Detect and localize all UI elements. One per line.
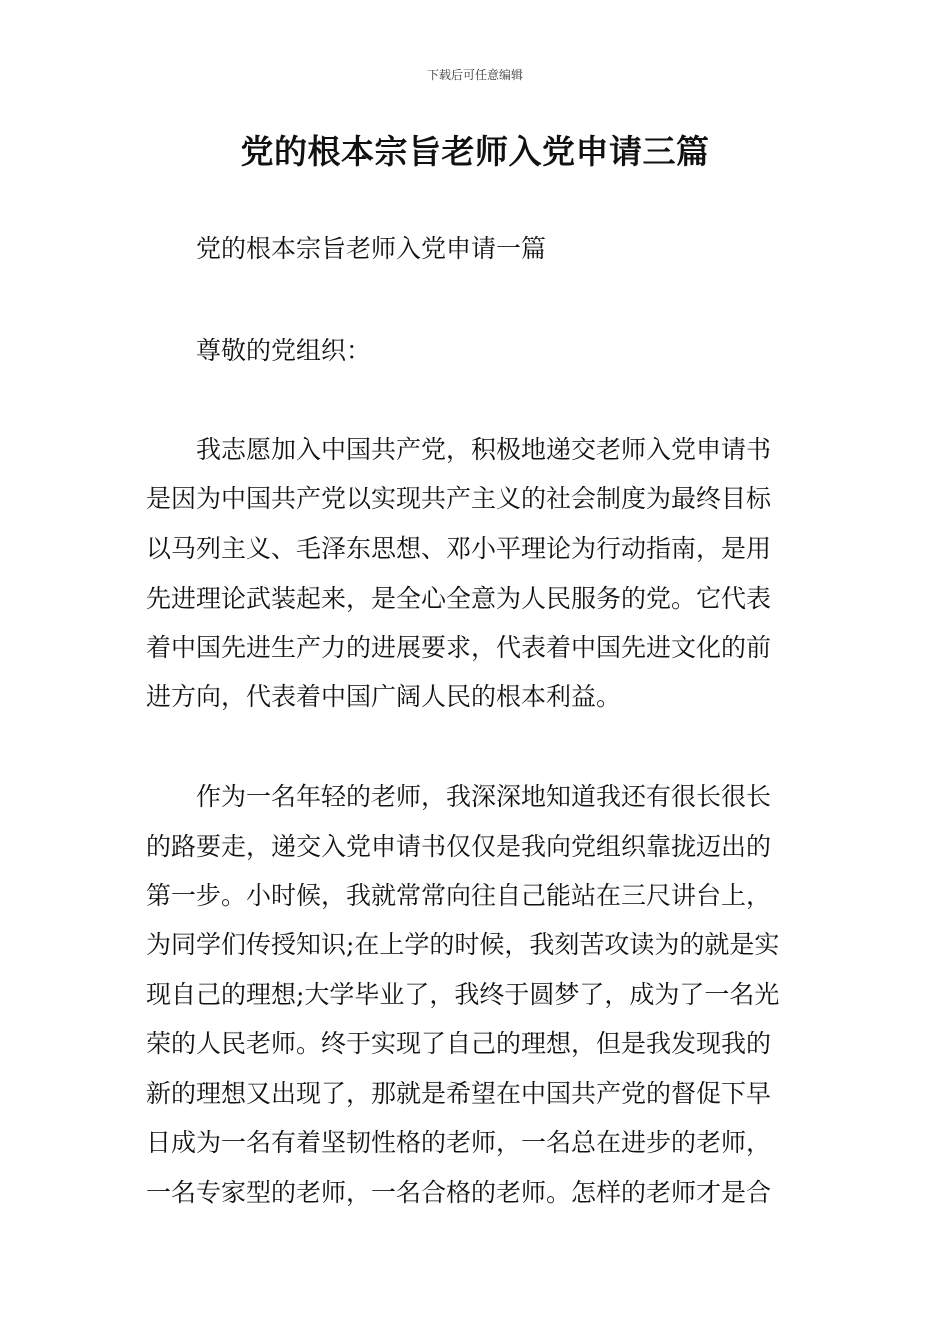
paragraph-2-line: 一名专家型的老师，一名合格的老师。怎样的老师才是合 bbox=[146, 1178, 772, 1207]
paragraph-2-line: 荣的人民老师。终于实现了自己的理想，但是我发现我的 bbox=[146, 1029, 772, 1058]
paragraph-2-line: 为同学们传授知识;在上学的时候，我刻苦攻读为的就是实 bbox=[146, 930, 780, 959]
paragraph-1-line: 进方向，代表着中国广阔人民的根本利益。 bbox=[146, 682, 622, 711]
subtitle: 党的根本宗旨老师入党申请一篇 bbox=[196, 234, 547, 263]
document-title: 党的根本宗旨老师入党申请三篇 bbox=[240, 132, 710, 171]
paragraph-1-line: 着中国先进生产力的进展要求，代表着中国先进文化的前 bbox=[146, 633, 772, 662]
paragraph-1-line: 先进理论武装起来，是全心全意为人民服务的党。它代表 bbox=[146, 584, 772, 613]
paragraph-1-line: 我志愿加入中国共产党，积极地递交老师入党申请书 bbox=[196, 435, 772, 464]
paragraph-1-line: 以马列主义、毛泽东思想、邓小平理论为行动指南，是用 bbox=[146, 534, 772, 563]
header-note: 下载后可任意编辑 bbox=[426, 68, 523, 82]
paragraph-2-line: 日成为一名有着坚韧性格的老师，一名总在进步的老师， bbox=[146, 1128, 772, 1157]
paragraph-2-line: 的路要走，递交入党申请书仅仅是我向党组织靠拢迈出的 bbox=[146, 832, 772, 861]
paragraph-1-line: 是因为中国共产党以实现共产主义的社会制度为最终目标 bbox=[146, 484, 772, 513]
paragraph-2-line: 第一步。小时候，我就常常向往自己能站在三尺讲台上， bbox=[146, 881, 772, 910]
paragraph-2-line: 新的理想又出现了，那就是希望在中国共产党的督促下早 bbox=[146, 1079, 772, 1108]
salutation: 尊敬的党组织： bbox=[196, 336, 372, 365]
paragraph-2-line: 现自己的理想;大学毕业了，我终于圆梦了，成为了一名光 bbox=[146, 980, 780, 1009]
paragraph-2-line: 作为一名年轻的老师，我深深地知道我还有很长很长 bbox=[196, 782, 772, 811]
